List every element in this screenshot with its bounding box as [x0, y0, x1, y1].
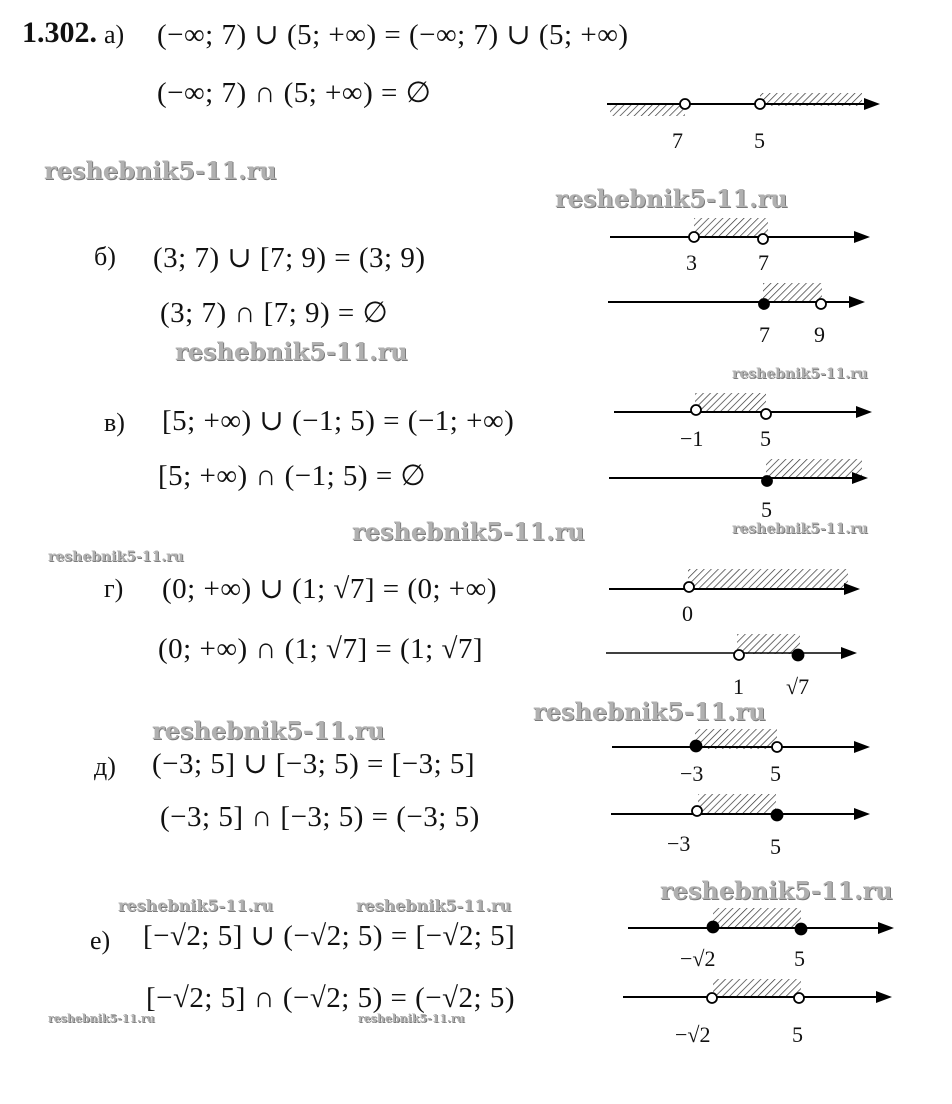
item-label-b: б): [94, 242, 116, 271]
tick-label: 1: [733, 674, 744, 699]
tick-label: 0: [682, 601, 693, 626]
tick-label: −3: [680, 761, 704, 786]
arrow-head: [864, 98, 880, 110]
watermark: reshebnik5-11.ru: [356, 896, 512, 915]
tick-label: 5: [760, 426, 771, 451]
watermark: reshebnik5-11.ru: [358, 1012, 465, 1025]
arrow-head: [841, 647, 857, 659]
watermark: reshebnik5-11.ru: [175, 337, 408, 366]
tick-label: −√2: [680, 946, 716, 971]
tick-label: −3: [667, 831, 691, 856]
filled-point: [708, 922, 719, 933]
tick-label: 3: [686, 250, 697, 275]
arrow-head: [854, 741, 870, 753]
open-point: [761, 409, 771, 419]
arrow-head: [844, 583, 860, 595]
tick-label: 5: [770, 761, 781, 786]
item-label-d: д): [94, 752, 116, 781]
watermark: reshebnik5-11.ru: [533, 697, 766, 726]
open-point: [689, 232, 699, 242]
watermark: reshebnik5-11.ru: [732, 521, 868, 537]
tick-label: 5: [792, 1022, 803, 1047]
open-point: [734, 650, 744, 660]
open-point: [691, 405, 701, 415]
watermark: reshebnik5-11.ru: [555, 184, 788, 213]
number-line-e2: [623, 979, 892, 1047]
tick-label: 7: [759, 322, 770, 347]
open-point: [692, 806, 702, 816]
number-line-v2: [609, 459, 868, 522]
hatch-region: [694, 218, 768, 237]
open-point: [684, 582, 694, 592]
hatch-region: [695, 393, 766, 413]
intersection-equation-v: [5; +∞) ∩ (−1; 5) = ∅: [158, 460, 427, 492]
filled-point: [796, 924, 807, 935]
filled-point: [759, 299, 769, 309]
arrow-head: [856, 406, 872, 418]
item-label-v: в): [104, 408, 125, 437]
hatch-region: [688, 569, 848, 590]
watermark: reshebnik5-11.ru: [732, 366, 868, 382]
tick-label: 5: [754, 128, 765, 153]
open-point: [794, 993, 804, 1003]
intersection-equation-e: [−√2; 5] ∩ (−√2; 5) = (−√2; 5): [146, 982, 515, 1014]
union-equation-b: (3; 7) ∪ [7; 9) = (3; 9): [153, 242, 426, 274]
hatch-region: [713, 908, 801, 928]
arrow-head: [876, 991, 892, 1003]
watermark: reshebnik5-11.ru: [118, 896, 274, 915]
number-line-g1: [609, 569, 860, 626]
open-point: [816, 299, 826, 309]
tick-label: 5: [770, 834, 781, 859]
watermark: reshebnik5-11.ru: [152, 716, 385, 745]
arrow-head: [854, 808, 870, 820]
intersection-equation-b: (3; 7) ∩ [7; 9) = ∅: [160, 297, 389, 329]
tick-label: 5: [794, 946, 805, 971]
union-equation-g: (0; +∞) ∪ (1; √7] = (0; +∞): [162, 573, 497, 605]
problem-number: 1.302.: [22, 16, 97, 49]
union-equation-e: [−√2; 5] ∪ (−√2; 5) = [−√2; 5]: [143, 920, 516, 952]
item-label-g: г): [104, 574, 124, 603]
intersection-equation-a: (−∞; 7) ∩ (5; +∞) = ∅: [157, 77, 432, 109]
hatch-region: [763, 283, 822, 302]
tick-label: 7: [672, 128, 683, 153]
intersection-equation-d: (−3; 5] ∩ [−3; 5) = (−3; 5): [160, 801, 480, 833]
arrow-head: [849, 296, 865, 308]
hatch-region: [737, 634, 800, 654]
watermark: reshebnik5-11.ru: [660, 876, 893, 905]
union-equation-a: (−∞; 7) ∪ (5; +∞) = (−∞; 7) ∪ (5; +∞): [157, 19, 629, 51]
union-equation-d: (−3; 5] ∪ [−3; 5) = [−3; 5]: [152, 748, 476, 780]
number-line-b2: [608, 283, 865, 347]
tick-label: 7: [758, 250, 769, 275]
hatch-region: [766, 459, 862, 479]
watermark: reshebnik5-11.ru: [352, 517, 585, 546]
number-line-d1: [612, 729, 870, 786]
hatch-region: [698, 794, 776, 815]
hatch-region: [713, 979, 801, 998]
number-line-b1: [610, 218, 870, 275]
tick-label: 9: [814, 322, 825, 347]
open-point: [772, 742, 782, 752]
filled-point: [772, 810, 783, 821]
watermark: reshebnik5-11.ru: [48, 549, 184, 565]
number-line-e1: [628, 908, 894, 971]
tick-label: −1: [680, 426, 704, 451]
filled-point: [793, 650, 804, 661]
tick-label: 5: [761, 497, 772, 522]
open-point: [680, 99, 690, 109]
open-point: [758, 234, 768, 244]
filled-point: [691, 741, 702, 752]
union-equation-v: [5; +∞) ∪ (−1; 5) = (−1; +∞): [162, 405, 515, 437]
number-line-g2: [606, 634, 857, 699]
intersection-equation-g: (0; +∞) ∩ (1; √7] = (1; √7]: [158, 633, 484, 665]
open-point: [707, 993, 717, 1003]
arrow-head: [878, 922, 894, 934]
filled-point: [762, 476, 772, 486]
number-line-a: [607, 93, 880, 153]
open-point: [755, 99, 765, 109]
number-line-d2: [611, 794, 870, 859]
arrow-head: [854, 231, 870, 243]
watermark: reshebnik5-11.ru: [48, 1012, 155, 1025]
item-label-a: а): [104, 20, 125, 49]
item-label-e: е): [90, 926, 111, 955]
tick-label: −√2: [675, 1022, 711, 1047]
tick-label: √7: [786, 674, 810, 699]
number-line-v1: [614, 393, 872, 451]
watermark: reshebnik5-11.ru: [44, 156, 277, 185]
